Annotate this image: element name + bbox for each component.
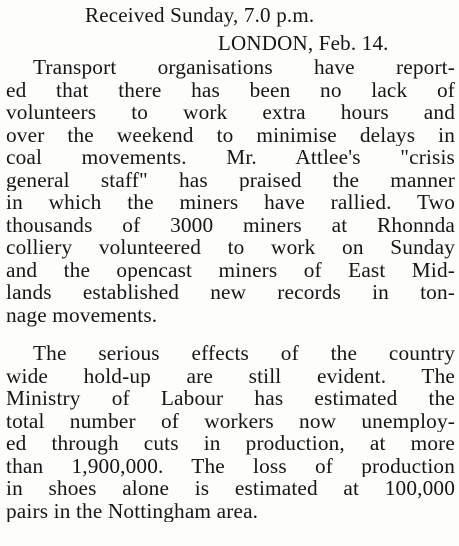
text-line: volunteers to work extra hours and — [6, 101, 455, 124]
text-line: nage movements. — [6, 304, 158, 327]
text-line: ed that there has been no lack of — [6, 78, 455, 102]
text-line: wide hold-up are still evident. The — [6, 364, 455, 388]
text-line: Ministry of Labour has estimated the — [6, 387, 455, 410]
dateline-received: Received Sunday, 7.0 p.m. — [85, 3, 315, 27]
article-paragraph-2 — [0, 342, 459, 522]
text-line: Transport organisations have report- — [33, 56, 455, 79]
text-line: than 1,900,000. The loss of production — [6, 454, 455, 478]
text-line: and the opencast miners of East Mid- — [6, 258, 455, 282]
dateline-place: LONDON, Feb. 14. — [218, 31, 389, 55]
text-line: The serious effects of the country — [33, 342, 455, 365]
text-line: in shoes alone is estimated at 100,000 — [6, 477, 455, 500]
article-paragraph-1 — [0, 56, 459, 327]
text-line: over the weekend to minimise delays in — [6, 123, 455, 147]
text-line: total number of workers now unemploy- — [6, 409, 455, 433]
text-line: coal movements. Mr. Attlee's "crisis — [6, 146, 455, 169]
text-line: lands established new records in ton- — [6, 281, 455, 305]
text-line: in which the miners have rallied. Two — [6, 191, 455, 214]
text-line: ed through cuts in production, at more — [6, 432, 455, 455]
text-line: thousands of 3000 miners at Rhonnda — [6, 213, 455, 237]
text-line: pairs in the Nottingham area. — [6, 499, 259, 523]
text-line: general staff" has praised the manner — [6, 168, 455, 192]
text-line: colliery volunteered to work on Sunday — [6, 236, 455, 259]
